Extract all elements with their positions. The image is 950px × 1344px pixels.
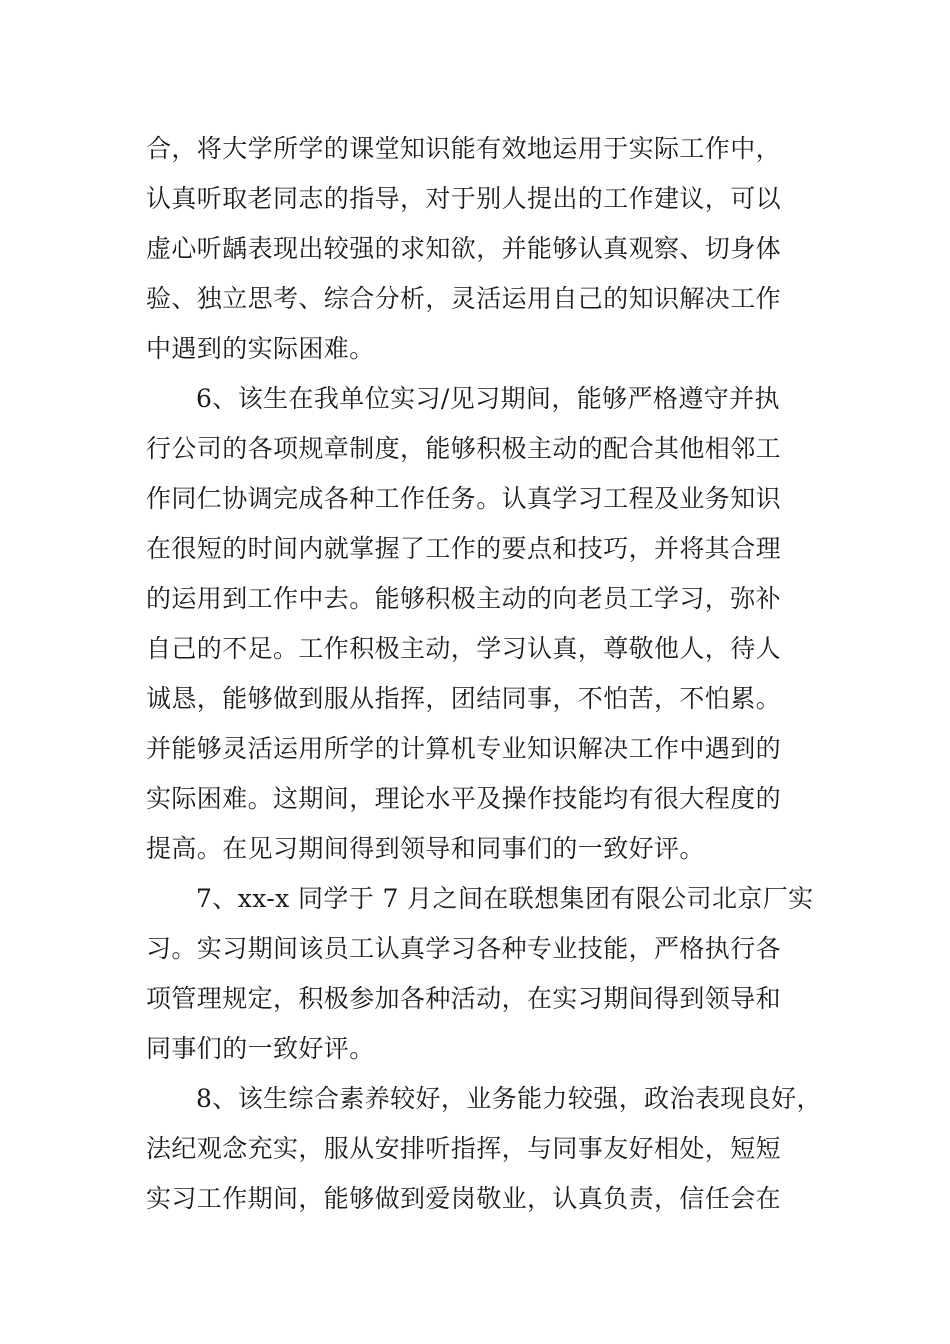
text-line: 作同仁协调完成各种工作任务。认真学习工程及业务知识 xyxy=(146,484,782,513)
text-line: 提高。在见习期间得到领导和同事们的一致好评。 xyxy=(146,834,705,863)
text-line: 同事们的一致好评。 xyxy=(146,1034,375,1063)
text-line: 中遇到的实际困难。 xyxy=(146,334,375,363)
paragraph-6-start: 6、该生在我单位实习/见习期间，能够严格遵守并执 xyxy=(196,384,780,413)
paragraph-7-start: 7、xx-x 同学于 7 月之间在联想集团有限公司北京厂实 xyxy=(196,884,814,913)
text-line: 诚恳，能够做到服从指挥，团结同事，不怕苦，不怕累。 xyxy=(146,684,782,713)
text-line: 并能够灵活运用所学的计算机专业知识解决工作中遇到的 xyxy=(146,734,782,763)
text-line: 虚心听龋表现出较强的求知欲，并能够认真观察、切身体 xyxy=(146,234,782,263)
text-line: 认真听取老同志的指导，对于别人提出的工作建议，可以 xyxy=(146,184,782,213)
paragraph-8-start: 8、该生综合素养较好，业务能力较强，政治表现良好， xyxy=(196,1084,822,1113)
text-line: 自己的不足。工作积极主动，学习认真，尊敬他人，待人 xyxy=(146,634,782,663)
text-line: 的运用到工作中去。能够积极主动的向老员工学习，弥补 xyxy=(146,584,782,613)
text-line: 实习工作期间，能够做到爱岗敬业，认真负责，信任会在 xyxy=(146,1184,782,1213)
text-line: 法纪观念充实，服从安排听指挥，与同事友好相处，短短 xyxy=(146,1134,782,1163)
text-line: 行公司的各项规章制度，能够积极主动的配合其他相邻工 xyxy=(146,434,782,463)
text-line: 合，将大学所学的课堂知识能有效地运用于实际工作中， xyxy=(146,134,782,163)
text-line: 在很短的时间内就掌握了工作的要点和技巧，并将其合理 xyxy=(146,534,782,563)
text-line: 验、独立思考、综合分析，灵活运用自己的知识解决工作 xyxy=(146,284,782,313)
text-line: 习。实习期间该员工认真学习各种专业技能，严格执行各 xyxy=(146,934,782,963)
text-line: 项管理规定，积极参加各种活动，在实习期间得到领导和 xyxy=(146,984,782,1013)
text-line: 实际困难。这期间，理论水平及操作技能均有很大程度的 xyxy=(146,784,782,813)
